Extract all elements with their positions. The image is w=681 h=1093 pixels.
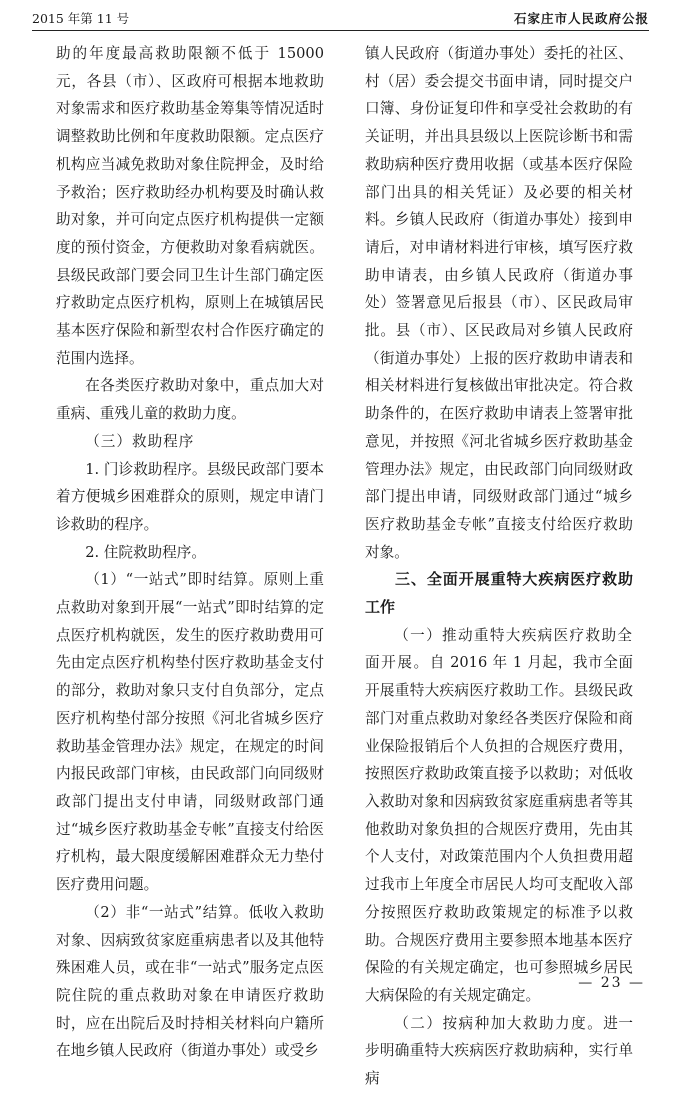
paragraph: 在各类医疗救助对象中，重点加大对重病、重残儿童的救助力度。: [56, 377, 324, 423]
section-subheading: （三）救助程序: [85, 432, 195, 450]
page-number: — 23 —: [578, 975, 645, 991]
paragraph: （2）非“一站式”结算。低收入救助对象、因病致贫家庭重病患者以及其他特殊困难人员，或在非“一站式”服务定点医院住院的重点救助对象在申请医疗救助时，应在出院后及时持相关材料向户籍所在地乡镇人民政府（街道办事处）或受乡: [56, 903, 324, 1060]
issue-label: 2015 年第 11 号: [32, 11, 130, 26]
section-heading: 三、全面开展重特大疾病医疗救助工作: [365, 570, 633, 617]
paragraph: 镇人民政府（街道办事处）委托的社区、村（居）委会提交书面申请，同时提交户口簿、身份证复印件和享受社会救助的有关证明，并出具县级以上医院诊断书和需救助病种医疗费用收据（或基本医疗保险部门出具的相关凭证）及必要的相关材料。乡镇人民政府（街道办事处）接到申请后，对申请材料进行审核，填写医疗救助申请表，由乡镇人民政府（街道办事处）签署意见后报县（市）、区民政局审批。县（市）、区民政局对乡镇人民政府（街道办事处）上报的医疗救助申请表和相关材料进行复核做出审批决定。符合救助条件的，在医疗救助申请表上签署审批意见，并按照《河北省城乡医疗救助基金管理办法》规定，由民政部门向同级财政部门提出申请，同级财政部门通过“城乡医疗救助基金专帐”直接支付给医疗救助对象。: [365, 45, 633, 561]
left-column: [56, 40, 324, 1065]
paragraph: 1. 门诊救助程序。县级民政部门要本着方便城乡困难群众的原则，规定申请门诊救助的程序。: [56, 460, 324, 533]
paragraph-body: 进一步明确重特大疾病医疗救助病种，实行单病: [365, 1014, 633, 1088]
paragraph-label: （一）推动重特大疾病医疗救助全面开展。: [365, 626, 633, 672]
publication-title: 石家庄市人民政府公报: [513, 11, 649, 26]
paragraph: [365, 1010, 633, 1093]
paragraph: 助的年度最高救助限额不低于 15000 元，各县（市）、区政府可根据本地救助对象需求和医疗救助基金筹集等情况适时调整救助比例和年度救助限额。定点医疗机构应当减免救助对象住院押金，及时给予救治；医疗救助经办机构要及时确认救助对象，并可向定点医疗机构提供一定额度的预付资金，方便救助对象看病就医。县级民政部门要会同卫生计生部门确定医疗救助定点医疗机构，原则上在城镇居民基本医疗保险和新型农村合作医疗确定的范围内选择。: [56, 45, 324, 367]
paragraph: （1）“一站式”即时结算。原则上重点救助对象到开展“一站式”即时结算的定点医疗机构就医，发生的医疗救助费用可先由定点医疗机构垫付医疗救助基金支付的部分，救助对象只支付自负部分，定点医疗机构垫付部分按照《河北省城乡医疗救助基金管理办法》规定，在规定的时间内报民政部门审核，由民政部门向同级财政部门提出支付申请，同级财政部门通过“城乡医疗救助基金专帐”直接支付给医疗机构，最大限度缓解困难群众无力垫付医疗费用问题。: [56, 571, 324, 894]
paragraph: [365, 622, 633, 1010]
paragraph-label: （二）按病种加大救助力度。: [394, 1014, 604, 1032]
page-header: [32, 8, 649, 31]
paragraph: 2. 住院救助程序。: [85, 543, 206, 561]
right-column: [365, 40, 633, 1093]
paragraph-body: 自 2016 年 1 月起，我市全面开展重特大疾病医疗救助工作。县级民政部门对重点救助对象经各类医疗保险和商业保险报销后个人负担的合规医疗费用，按照医疗救助政策直接予以救助；对低收入救助对象和因病致贫家庭重病患者等其他救助对象负担的合规医疗费用，先由其个人支付，对政策范围内个人负担费用超过我市上年度全市居民人均可支配收入部分按照医疗救助政策规定的标准予以救助。合规医疗费用主要参照本地基本医疗保险的有关规定确定，也可参照城乡居民大病保险的有关规定确定。: [365, 654, 633, 1004]
